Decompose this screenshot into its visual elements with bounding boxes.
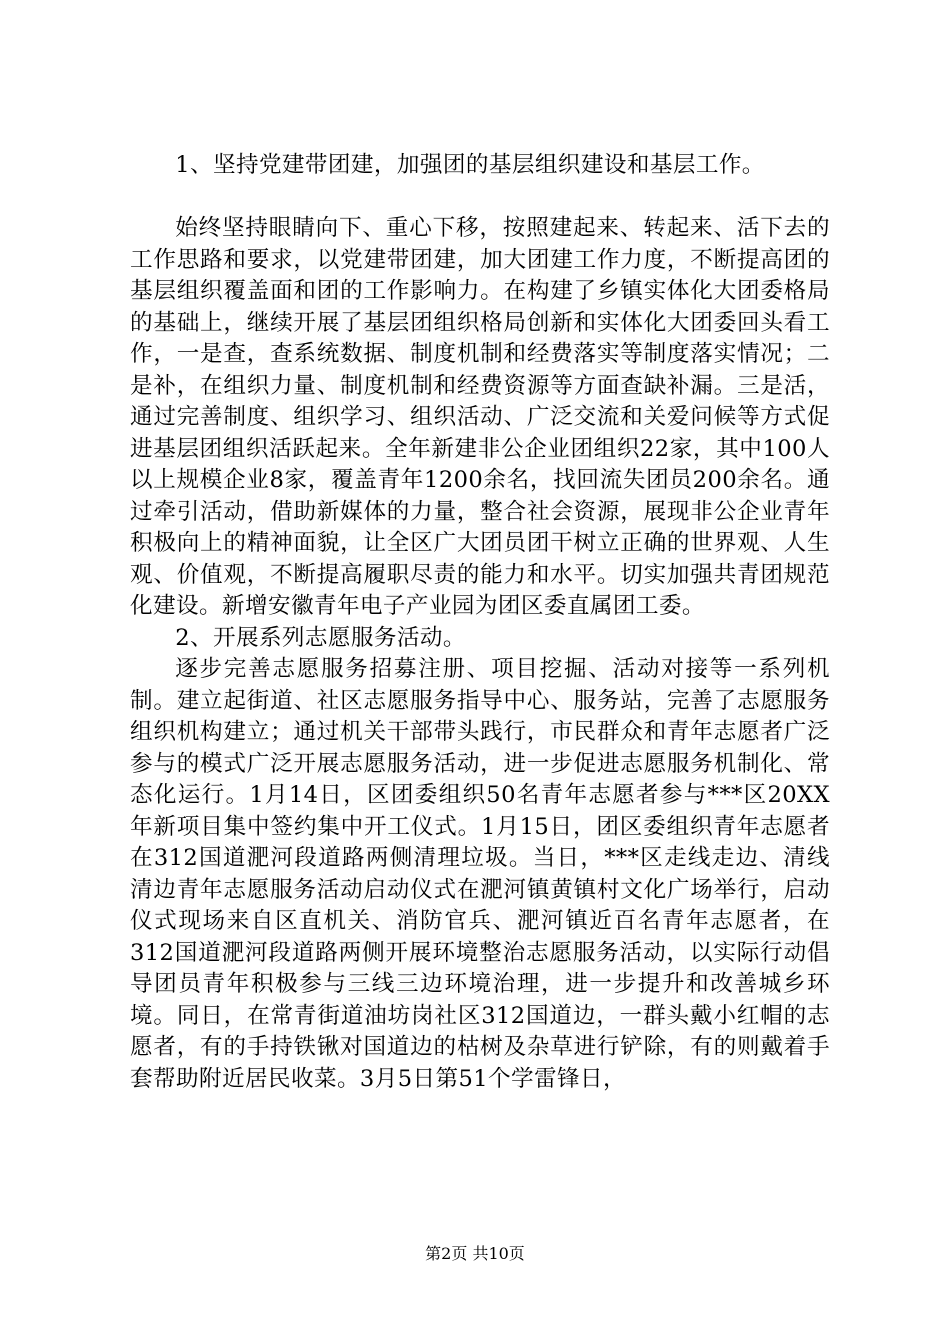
- document-body: [130, 150, 830, 1095]
- section-heading-2: 2、开展系列志愿服务活动。: [175, 624, 466, 651]
- paragraph-1: 始终坚持眼睛向下、重心下移，按照建起来、转起来、活下去的工作思路和要求，以党建带团建，加大团建工作力度，不断提高团的基层组织覆盖面和团的工作影响力。在构建了乡镇实体化大团委格局的基础上，继续开展了基层团组织格局创新和实体化大团委回头看工作，一是查，查系统数据、制度机制和经费落实等制度落实情况；二是补，在组织力量、制度机制和经费资源等方面查缺补漏。三是活，通过完善制度、组织学习、组织活动、广泛交流和关爱问候等方式促进基层团组织活跃起来。全年新建非公企业团组织22家，其中100人以上规模企业8家，覆盖青年1200余名，找回流失团员200余名。通过牵引活动，借助新媒体的力量，整合社会资源，展现非公企业青年积极向上的精神面貌，让全区广大团员团干树立正确的世界观、人生观、价值观，不断提高履职尽责的能力和水平。切实加强共青团规范化建设。新增安徽青年电子产业园为团区委直属团工委。: [130, 215, 830, 619]
- section-heading-1: 1、坚持党建带团建，加强团的基层组织建设和基层工作。: [175, 152, 765, 178]
- page-footer: 第2页 共10页: [425, 1244, 525, 1263]
- paragraph-2: 逐步完善志愿服务招募注册、项目挖掘、活动对接等一系列机制。建立起街道、社区志愿服务指导中心、服务站，完善了志愿服务组织机构建立；通过机关干部带头践行，市民群众和青年志愿者广泛参与的模式广泛开展志愿服务活动，进一步促进志愿服务机制化、常态化运行。1月14日，区团委组织50名青年志愿者参与***区20XX年新项目集中签约集中开工仪式。1月15日，团区委组织青年志愿者在312国道淝河段道路两侧清理垃圾。当日，***区走线走边、清线清边青年志愿服务活动启动仪式在淝河镇黄镇村文化广场举行，启动仪式现场来自区直机关、消防官兵、淝河镇近百名青年志愿者，在312国道淝河段道路两侧开展环境整治志愿服务活动，以实际行动倡导团员青年积极参与三线三边环境治理，进一步提升和改善城乡环境。同日，在常青街道油坊岗社区312国道边，一群头戴小红帽的志愿者，有的手持铁锹对国道边的枯树及杂草进行铲除，有的则戴着手套帮助附近居民收菜。3月5日第51个学雷锋日，: [130, 656, 830, 1092]
